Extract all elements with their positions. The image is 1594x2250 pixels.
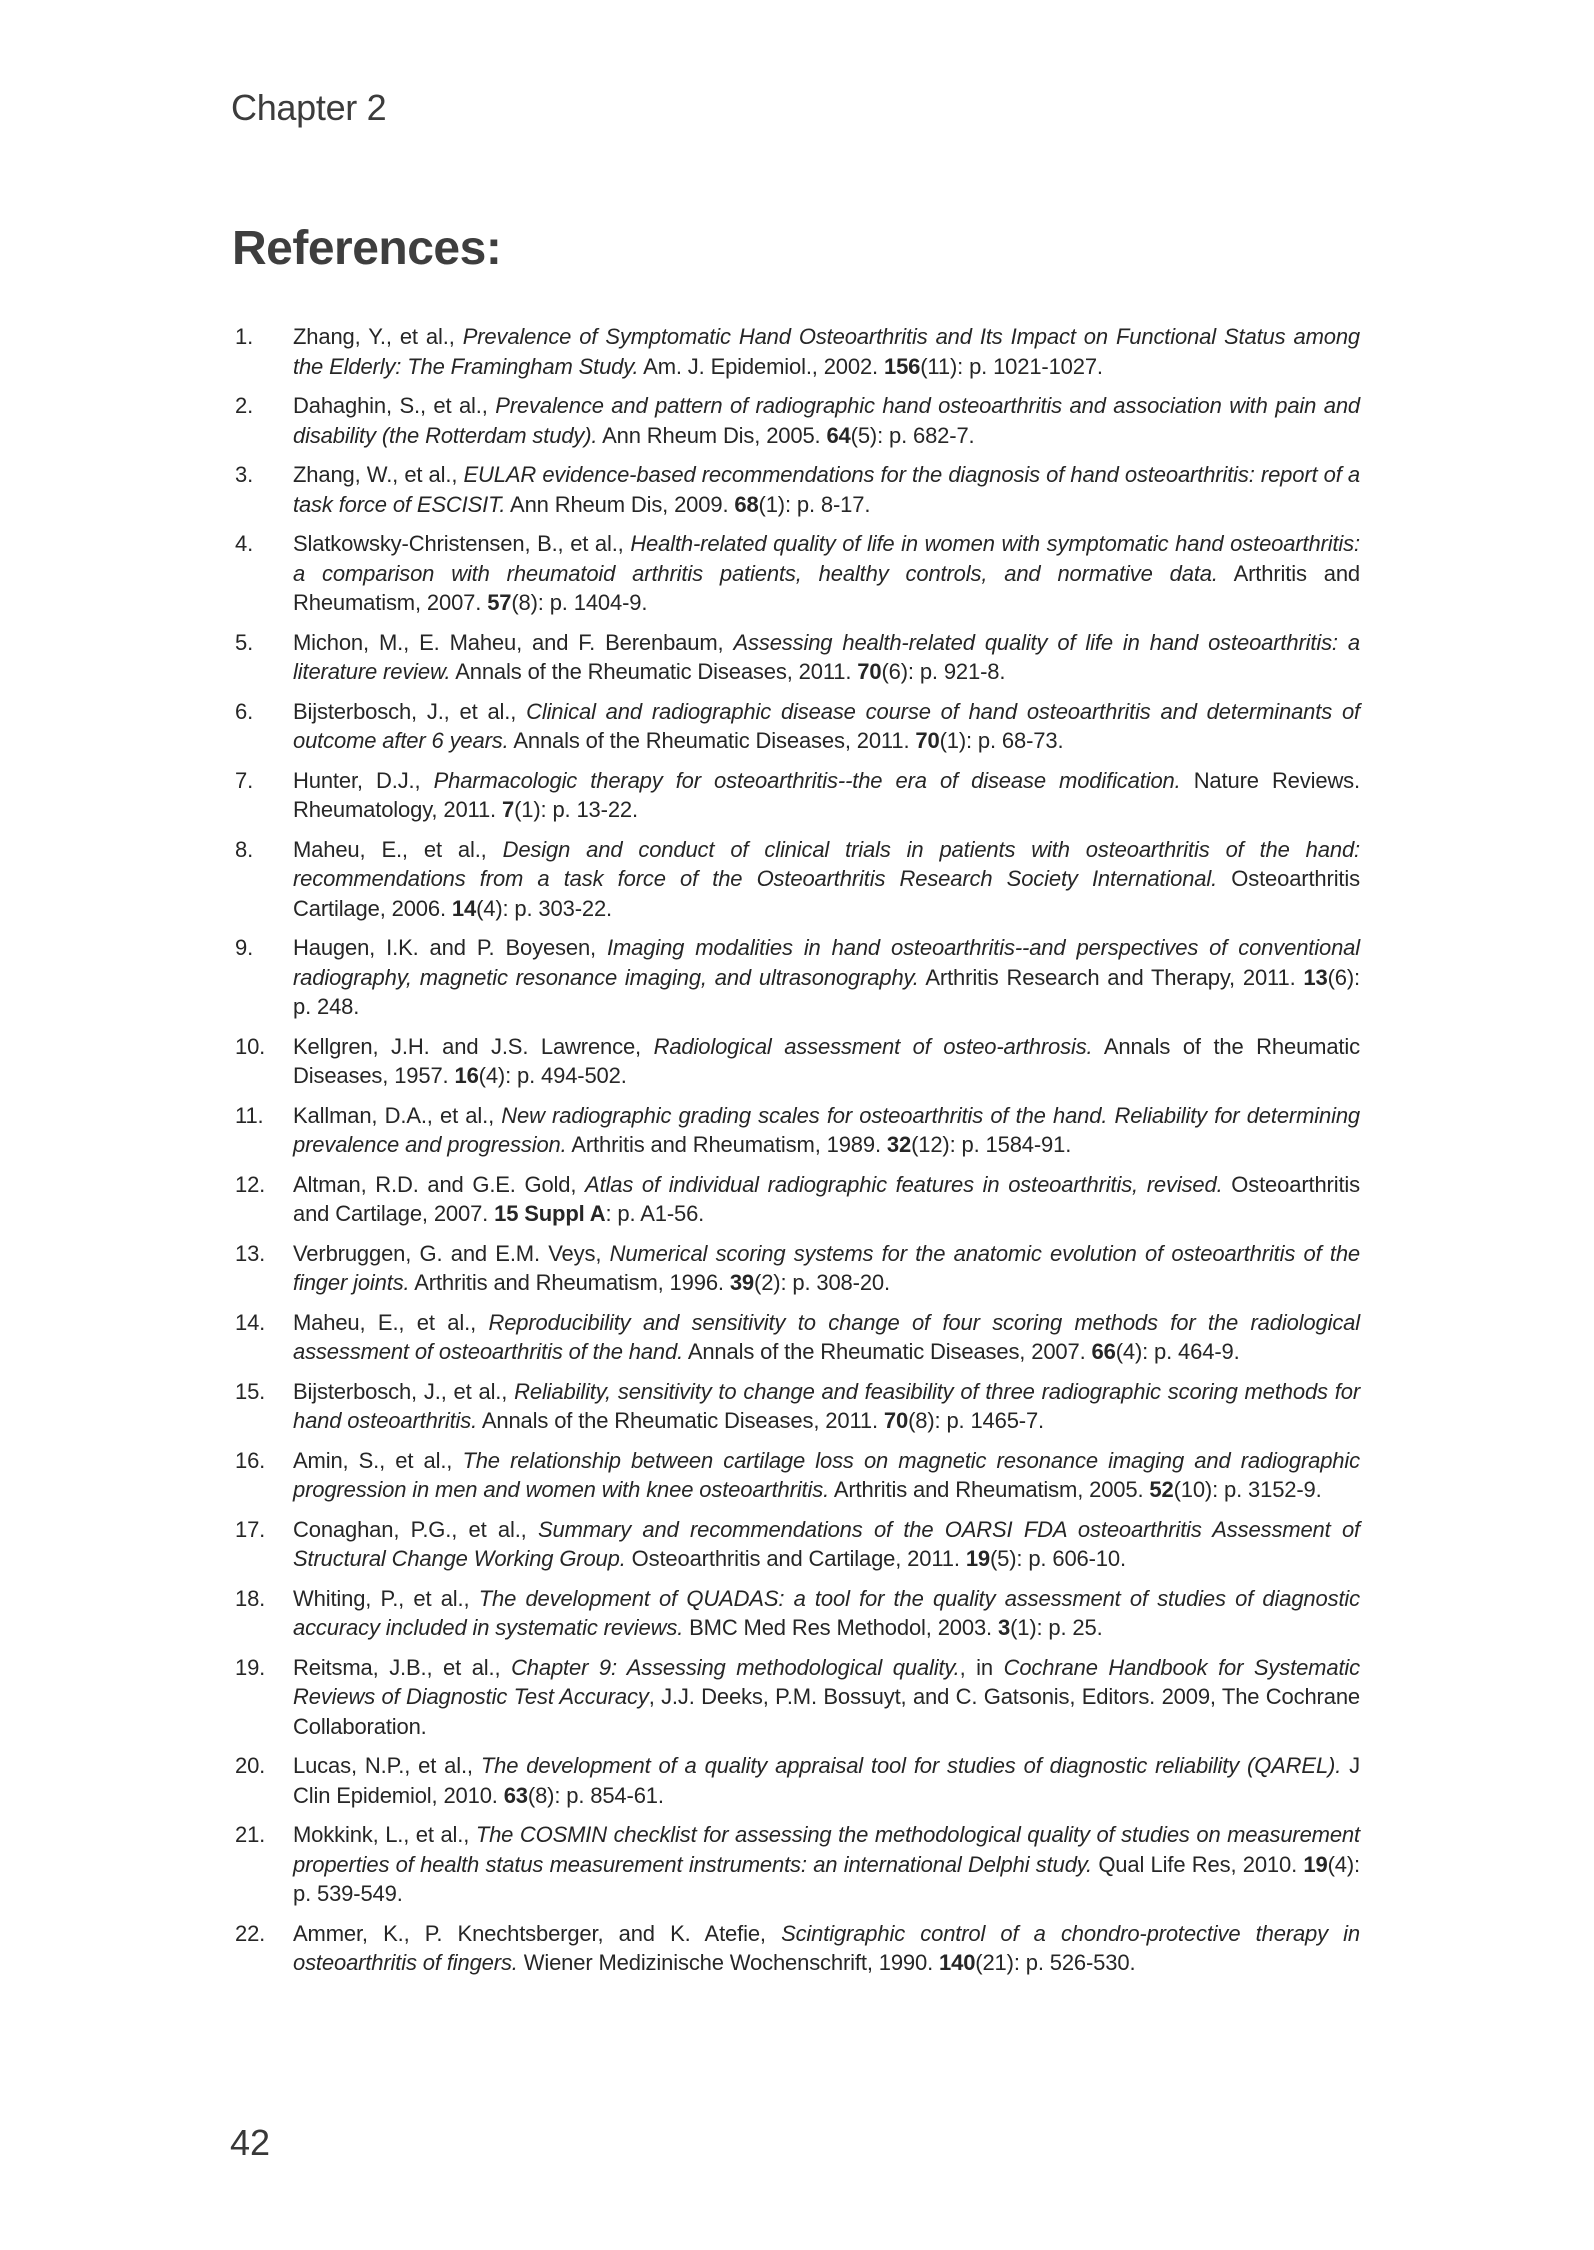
reference-segment-roman: Lucas, N.P., et al., <box>293 1753 481 1778</box>
reference-segment-roman: BMC Med Res Methodol, 2003. <box>683 1615 998 1640</box>
reference-segment-roman: (12): p. 1584-91. <box>911 1132 1072 1157</box>
reference-segment-roman: Maheu, E., et al., <box>293 836 503 862</box>
reference-segment-roman: Am. J. Epidemiol., 2002. <box>638 353 884 379</box>
reference-segment-italic: Reproducibility and sensitivity to change of four scoring methods for the radiological assessment of osteoarthritis of the hand. <box>293 1309 1360 1364</box>
reference-segment-bold: 3 <box>997 1615 1011 1640</box>
reference-segment-bold: 52 <box>1149 1477 1174 1502</box>
reference-segment-roman: Michon, M., E. Maheu, and F. Berenbaum, <box>293 629 734 655</box>
reference-item <box>235 1751 1360 1810</box>
reference-item <box>235 1308 1360 1367</box>
reference-segment-italic: The COSMIN checklist for assessing the methodological quality of studies on measurement properties of health status measurement instruments: an international Delphi study. <box>293 1822 1360 1877</box>
reference-segment-roman: (1): p. 13-22. <box>514 797 638 822</box>
reference-segment-roman: Ann Rheum Dis, 2005. <box>597 422 827 448</box>
reference-segment-italic: Pharmacologic therapy for osteoarthritis--the era of disease modification. <box>433 767 1181 793</box>
reference-number: 16. <box>235 1447 266 1473</box>
reference-segment-roman: Arthritis and Rheumatism, 2005. <box>829 1477 1150 1502</box>
reference-item <box>235 322 1360 381</box>
reference-text <box>293 1655 1360 1739</box>
references-heading: References: <box>232 222 502 275</box>
reference-number: 19. <box>235 1654 266 1680</box>
reference-text <box>293 531 1360 615</box>
reference-number: 12. <box>235 1171 266 1197</box>
reference-segment-bold: 19 <box>1303 1851 1328 1877</box>
reference-segment-italic: Radiological assessment of osteo-arthrosis. <box>653 1033 1093 1059</box>
reference-segment-bold: 140 <box>939 1950 976 1975</box>
reference-segment-roman: Whiting, P., et al., <box>293 1585 479 1611</box>
page-number: 42 <box>230 2122 271 2163</box>
reference-segment-roman: J Clin Epidemiol, 2010. <box>293 1753 1360 1808</box>
reference-text <box>293 1448 1360 1503</box>
reference-number: 20. <box>235 1753 266 1778</box>
reference-number: 11. <box>235 1102 264 1128</box>
reference-segment-roman: Annals of the Rheumatic Diseases, 2011. <box>508 728 916 753</box>
reference-segment-roman: Ammer, K., P. Knechtsberger, and K. Atefie, <box>293 1920 782 1946</box>
reference-text <box>293 1379 1360 1434</box>
reference-segment-italic: Summary and recommendations of the OARSI FDA osteoarthritis Assessment of Structural Change Working Group. <box>293 1516 1360 1571</box>
reference-item <box>235 766 1360 825</box>
reference-segment-roman: (4): p. 303-22. <box>476 895 613 921</box>
reference-number: 5. <box>235 629 254 655</box>
reference-segment-italic: Health-related quality of life in women with symptomatic hand osteoarthritis: a comparison with rheumatoid arthritis patients, healthy controls, and normative data. <box>293 531 1360 586</box>
reference-segment-roman: Haugen, I.K. and P. Boyesen, <box>293 935 608 960</box>
reference-segment-roman: Kallman, D.A., et al., <box>293 1102 502 1128</box>
reference-segment-roman: Maheu, E., et al., <box>293 1309 489 1335</box>
reference-number: 9. <box>235 935 254 960</box>
reference-segment-roman: Bijsterbosch, J., et al., <box>293 1378 515 1404</box>
reference-text <box>293 324 1360 379</box>
reference-item <box>235 1239 1360 1298</box>
reference-segment-roman: Altman, R.D. and G.E. Gold, <box>293 1171 586 1197</box>
reference-number: 18. <box>235 1585 266 1611</box>
reference-segment-italic: Prevalence and pattern of radiographic hand osteoarthritis and association with pain and disability (the Rotterdam study). <box>293 393 1360 448</box>
reference-item <box>235 933 1360 1022</box>
reference-segment-roman: Nature Reviews. Rheumatology, 2011. <box>293 767 1360 822</box>
reference-segment-roman: Mokkink, L., et al., <box>293 1822 476 1847</box>
reference-segment-roman: Ann Rheum Dis, 2009. <box>505 491 735 517</box>
reference-item <box>235 628 1360 687</box>
reference-number: 17. <box>235 1516 266 1542</box>
reference-segment-italic: New radiographic grading scales for osteoarthritis of the hand. Reliability for determining prevalence and progression. <box>293 1102 1361 1157</box>
reference-segment-roman: (4): p. 464-9. <box>1115 1339 1240 1364</box>
reference-segment-roman: Hunter, D.J., <box>293 767 434 793</box>
reference-segment-roman: Verbruggen, G. and E.M. Veys, <box>293 1240 610 1266</box>
reference-segment-italic: Numerical scoring systems for the anatomic evolution of osteoarthritis of the finger joints. <box>293 1240 1361 1295</box>
reference-segment-bold: 70 <box>883 1408 909 1433</box>
reference-segment-roman: (5): p. 682-7. <box>850 422 975 448</box>
reference-number: 15. <box>235 1378 266 1404</box>
reference-segment-bold: 15 Suppl A <box>494 1201 606 1226</box>
reference-text <box>293 393 1360 448</box>
reference-text <box>293 1586 1360 1641</box>
reference-segment-roman: (10): p. 3152-9. <box>1173 1477 1322 1502</box>
reference-text <box>293 1172 1360 1227</box>
reference-text <box>293 1310 1360 1365</box>
reference-segment-italic: Atlas of individual radiographic features in osteoarthritis, revised. <box>585 1171 1223 1197</box>
reference-segment-roman: : p. A1-56. <box>605 1201 705 1226</box>
reference-text <box>293 462 1360 517</box>
reference-segment-roman: Qual Life Res, 2010. <box>1091 1851 1304 1877</box>
reference-segment-roman: (1): p. 8-17. <box>758 491 871 517</box>
reference-segment-bold: 39 <box>729 1270 755 1295</box>
reference-number: 1. <box>235 324 254 349</box>
reference-segment-bold: 57 <box>487 590 512 615</box>
reference-text <box>293 1822 1360 1906</box>
reference-segment-bold: 66 <box>1091 1339 1116 1364</box>
reference-segment-roman: (21): p. 526-530. <box>975 1950 1136 1975</box>
reference-segment-roman: Dahaghin, S., et al., <box>293 393 496 418</box>
reference-segment-italic: Clinical and radiographic disease course of hand osteoarthritis and determinants of outcome after 6 years. <box>293 698 1360 753</box>
reference-segment-roman: Amin, S., et al., <box>293 1447 463 1473</box>
reference-segment-roman: Annals of the Rheumatic Diseases, 2011. <box>477 1408 884 1433</box>
reference-item <box>235 529 1360 618</box>
reference-text <box>293 837 1360 921</box>
reference-segment-roman: Reitsma, J.B., et al., <box>293 1654 512 1680</box>
reference-number: 6. <box>235 698 254 724</box>
reference-segment-roman: Slatkowsky-Christensen, B., et al., <box>293 531 631 556</box>
reference-segment-roman: (4): p. 494-502. <box>478 1063 627 1088</box>
reference-segment-roman: Zhang, W., et al., <box>293 462 464 487</box>
reference-segment-roman: , in <box>959 1654 1004 1680</box>
reference-segment-italic: The relationship between cartilage loss on magnetic resonance imaging and radiographic progression in men and women with knee osteoarthritis. <box>293 1447 1360 1502</box>
reference-segment-roman: (11): p. 1021-1027. <box>920 353 1103 379</box>
reference-segment-roman: (6): p. 248. <box>293 964 1360 1019</box>
reference-item <box>235 697 1360 756</box>
reference-segment-italic: Scintigraphic control of a chondro-protective therapy in osteoarthritis of fingers. <box>293 1920 1360 1975</box>
reference-segment-roman: Arthritis and Rheumatism, 1996. <box>409 1270 730 1295</box>
reference-text <box>293 935 1360 1019</box>
reference-segment-italic: Design and conduct of clinical trials in patients with osteoarthritis of the hand: recommendations from a task force of the Osteoarthritis Research Society International. <box>293 836 1360 891</box>
reference-segment-roman: , J.J. Deeks, P.M. Bossuyt, and C. Gatsonis, Editors. 2009, The Cochrane Collaboration. <box>293 1684 1360 1739</box>
reference-text <box>293 1921 1360 1976</box>
reference-text <box>293 1517 1360 1572</box>
reference-segment-roman: Annals of the Rheumatic Diseases, 2011. <box>450 659 858 684</box>
reference-item <box>235 460 1360 519</box>
reference-text <box>293 1034 1360 1089</box>
reference-segment-bold: 7 <box>502 797 515 822</box>
reference-text <box>293 699 1360 754</box>
reference-segment-roman: (1): p. 25. <box>1010 1615 1103 1640</box>
reference-item <box>235 1820 1360 1909</box>
reference-segment-roman: Arthritis and Rheumatism, 2007. <box>293 560 1360 615</box>
reference-segment-bold: 16 <box>454 1063 479 1088</box>
reference-segment-bold: 63 <box>503 1782 528 1808</box>
reference-number: 2. <box>235 393 254 418</box>
reference-segment-bold: 68 <box>734 491 759 517</box>
reference-segment-bold: 70 <box>857 659 882 684</box>
reference-item <box>235 1170 1360 1229</box>
reference-segment-roman: (8): p. 854-61. <box>527 1782 664 1808</box>
reference-number: 13. <box>235 1240 266 1266</box>
reference-segment-roman: (2): p. 308-20. <box>754 1270 890 1295</box>
reference-segment-roman: Kellgren, J.H. and J.S. Lawrence, <box>293 1033 654 1059</box>
reference-segment-italic: The development of a quality appraisal tool for studies of diagnostic reliability (QAREL). <box>480 1753 1342 1778</box>
reference-segment-bold: 64 <box>826 422 851 448</box>
reference-segment-italic: Prevalence of Symptomatic Hand Osteoarthritis and Its Impact on Functional Status among the Elderly: The Framingham Study. <box>293 324 1361 379</box>
reference-segment-roman: (8): p. 1465-7. <box>908 1408 1045 1433</box>
reference-text <box>293 768 1360 823</box>
chapter-label: Chapter 2 <box>231 87 387 128</box>
reference-text <box>293 1103 1360 1158</box>
reference-item <box>235 1032 1360 1091</box>
reference-segment-roman: Bijsterbosch, J., et al., <box>293 698 527 724</box>
reference-segment-roman: Annals of the Rheumatic Diseases, 2007. <box>683 1339 1092 1364</box>
reference-segment-roman: Osteoarthritis and Cartilage, 2011. <box>625 1546 966 1571</box>
reference-segment-bold: 156 <box>883 353 921 379</box>
reference-item <box>235 391 1360 450</box>
reference-segment-roman: (1): p. 68-73. <box>939 728 1064 753</box>
reference-segment-roman: Arthritis and Rheumatism, 1989. <box>566 1132 887 1157</box>
reference-segment-italic: Imaging modalities in hand osteoarthritis--and perspectives of conventional radiography, magnetic resonance imaging, and ultrasonography. <box>293 935 1360 990</box>
reference-segment-roman: (5): p. 606-10. <box>989 1546 1126 1571</box>
reference-segment-roman: Annals of the Rheumatic Diseases, 1957. <box>293 1033 1360 1088</box>
reference-segment-bold: 14 <box>451 895 477 921</box>
reference-segment-bold: 70 <box>915 728 940 753</box>
reference-text <box>293 630 1360 685</box>
reference-segment-italic: EULAR evidence-based recommendations for the diagnosis of hand osteoarthritis: report of a task force of ESCISIT. <box>293 462 1360 517</box>
reference-number: 22. <box>235 1920 266 1946</box>
reference-segment-roman: Conaghan, P.G., et al., <box>293 1516 538 1542</box>
reference-item <box>235 1446 1360 1505</box>
reference-item <box>235 1377 1360 1436</box>
reference-segment-roman: Osteoarthritis Cartilage, 2006. <box>293 866 1360 921</box>
reference-segment-roman: Zhang, Y., et al., <box>293 324 463 349</box>
reference-segment-roman: (6): p. 921-8. <box>881 659 1006 684</box>
reference-segment-bold: 19 <box>965 1546 990 1571</box>
reference-segment-bold: 32 <box>886 1132 912 1157</box>
reference-segment-roman: (8): p. 1404-9. <box>511 590 648 615</box>
reference-segment-italic: Cochrane Handbook for Systematic Reviews of Diagnostic Test Accuracy <box>293 1654 1360 1709</box>
reference-item <box>235 1919 1360 1978</box>
reference-segment-roman: Osteoarthritis and Cartilage, 2007. <box>293 1171 1361 1226</box>
reference-number: 14. <box>235 1309 266 1335</box>
reference-segment-italic: The development of QUADAS: a tool for the quality assessment of studies of diagnostic accuracy included in systematic reviews. <box>293 1585 1360 1640</box>
reference-segment-italic: Assessing health-related quality of life in hand osteoarthritis: a literature review. <box>293 629 1360 684</box>
reference-number: 10. <box>235 1033 266 1059</box>
reference-number: 8. <box>235 836 254 862</box>
reference-item <box>235 835 1360 924</box>
reference-segment-italic: Chapter 9: Assessing methodological quality. <box>511 1654 960 1680</box>
reference-segment-italic: Reliability, sensitivity to change and feasibility of three radiographic scoring methods for hand osteoarthritis. <box>293 1378 1360 1433</box>
reference-text <box>293 1241 1360 1296</box>
reference-segment-bold: 13 <box>1303 964 1328 990</box>
reference-number: 7. <box>235 767 254 793</box>
reference-segment-roman: (4): p. 539-549. <box>293 1851 1360 1906</box>
reference-segment-roman: Arthritis Research and Therapy, 2011. <box>918 964 1304 990</box>
reference-number: 3. <box>235 462 254 487</box>
reference-number: 4. <box>235 531 254 556</box>
reference-item <box>235 1584 1360 1643</box>
reference-item <box>235 1653 1360 1742</box>
references-list <box>235 322 1360 1988</box>
reference-text <box>293 1753 1360 1808</box>
reference-item <box>235 1515 1360 1574</box>
reference-number: 21. <box>235 1822 266 1847</box>
reference-item <box>235 1101 1360 1160</box>
reference-segment-roman: Wiener Medizinische Wochenschrift, 1990. <box>517 1950 940 1975</box>
